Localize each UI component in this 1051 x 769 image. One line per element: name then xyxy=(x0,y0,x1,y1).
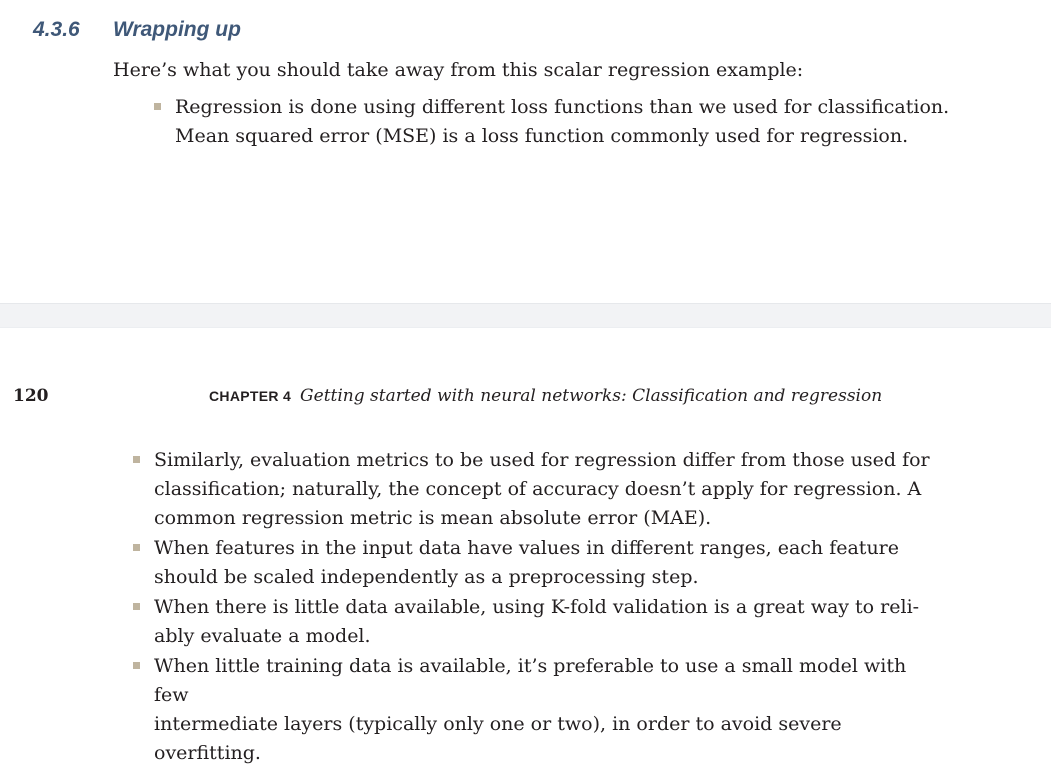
section-heading xyxy=(33,18,241,42)
section-number: 4.3.6 xyxy=(33,18,80,41)
bullet-square-icon xyxy=(133,603,140,610)
intro-paragraph: Here’s what you should take away from this scalar regression example: xyxy=(113,59,804,81)
list-item-line: When little training data is available, it’s preferable to use a small model with few xyxy=(154,655,907,706)
bullet-square-icon xyxy=(154,103,161,110)
takeaway-list-bottom xyxy=(133,446,933,769)
list-item-line: ably evaluate a model. xyxy=(154,625,371,647)
list-item xyxy=(154,93,954,151)
bullet-square-icon xyxy=(133,662,140,669)
list-item-line: When there is little data available, using K-fold validation is a great way to reli- xyxy=(154,596,920,618)
list-item-line: should be scaled independently as a preprocessing step. xyxy=(154,566,699,588)
list-item xyxy=(133,593,933,651)
top-page xyxy=(0,0,1051,303)
list-item-line: Similarly, evaluation metrics to be used for regression differ from those used for xyxy=(154,449,930,471)
list-item-line: Mean squared error (MSE) is a loss function commonly used for regression. xyxy=(175,125,909,147)
section-title: Wrapping up xyxy=(113,18,241,41)
list-item-line: classification; naturally, the concept of accuracy doesn’t apply for regression. A xyxy=(154,478,922,500)
takeaway-list-top xyxy=(154,93,954,151)
chapter-title: Getting started with neural networks: Classification and regression xyxy=(300,386,883,406)
chapter-label: CHAPTER 4 xyxy=(209,388,292,404)
list-item xyxy=(133,652,933,768)
running-head xyxy=(209,386,882,406)
page-separator xyxy=(0,303,1051,328)
list-item-line: When features in the input data have values in different ranges, each feature xyxy=(154,537,900,559)
bullet-square-icon xyxy=(133,456,140,463)
list-item xyxy=(133,534,933,592)
list-item-line: intermediate layers (typically only one or two), in order to avoid severe overfitting. xyxy=(154,713,842,764)
page-number: 120 xyxy=(13,386,49,406)
list-item-line: Regression is done using different loss functions than we used for classification. xyxy=(175,96,950,118)
bullet-square-icon xyxy=(133,544,140,551)
list-item-line: common regression metric is mean absolute error (MAE). xyxy=(154,507,712,529)
list-item xyxy=(133,446,933,533)
